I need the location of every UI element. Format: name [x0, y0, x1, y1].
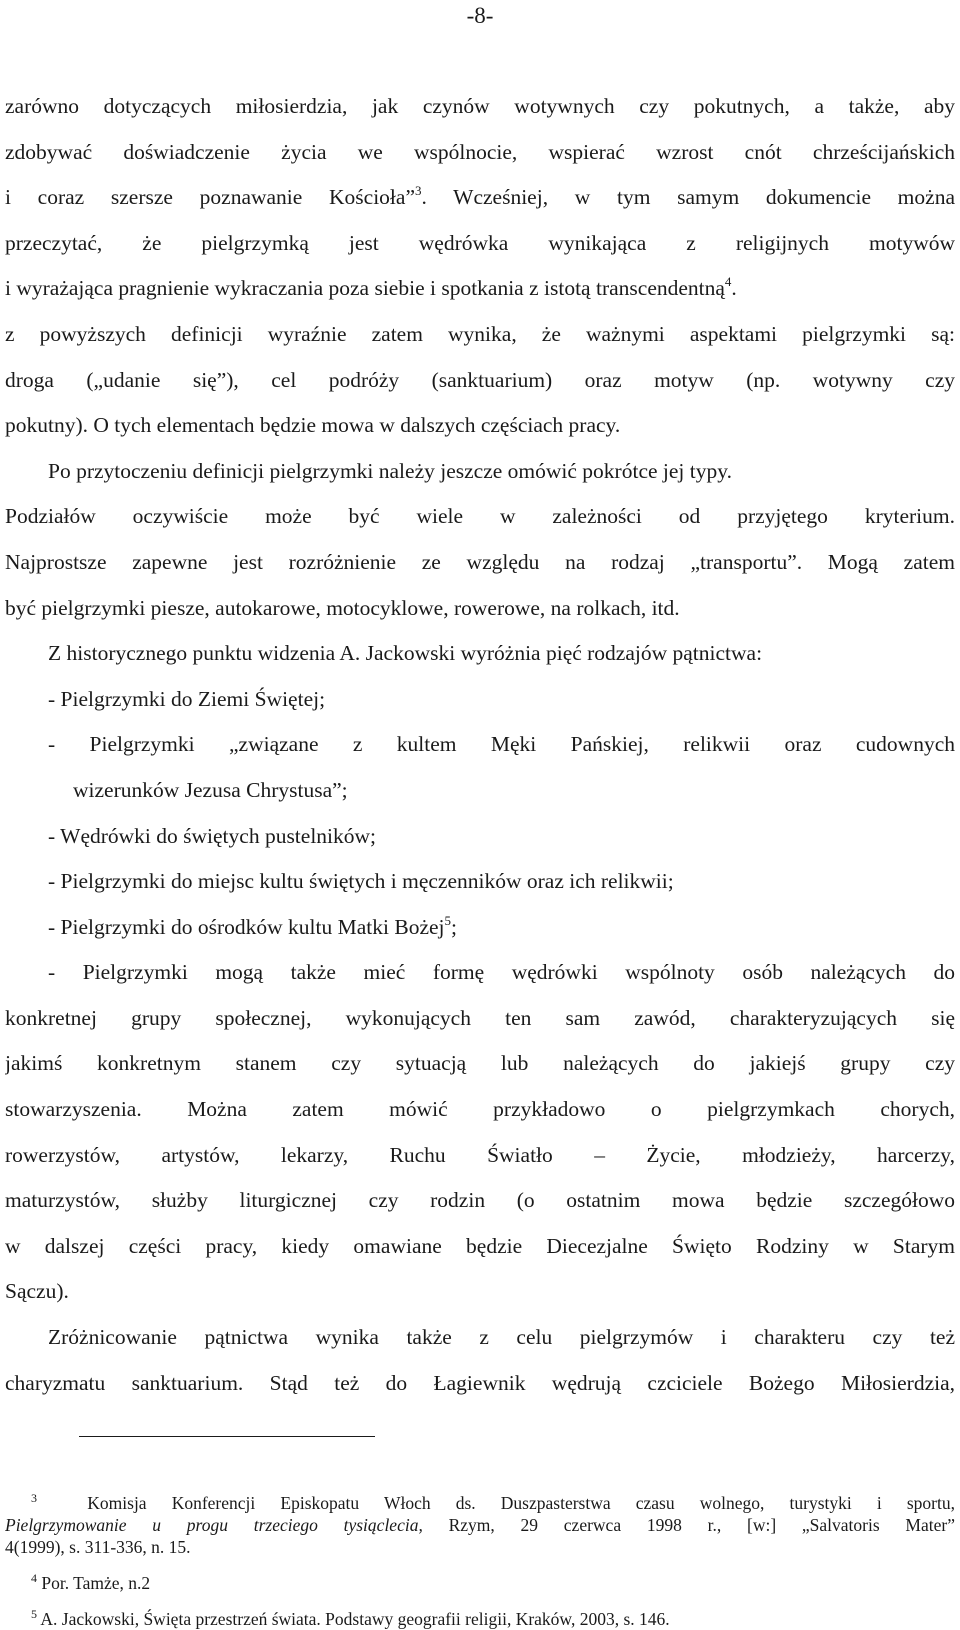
list-item: - Wędrówki do świętych pustelników;	[48, 823, 377, 848]
text-line: z powyższych definicji wyraźnie zatem wynika, że ważnymi aspektami pielgrzymki są:	[5, 321, 955, 346]
text-line: Z historycznego punktu widzenia A. Jackowski wyróżnia pięć rodzajów pątnictwa:	[48, 641, 763, 666]
text-line: Sączu).	[5, 1279, 69, 1304]
text-line: konkretnej grupy społecznej, wykonujących ten sam zawód, charakteryzujących się	[5, 1005, 955, 1030]
text-line: zdobywać doświadczenie życia we wspólnocie, wspierać wzrost cnót chrześcijańskich	[5, 139, 955, 164]
text-line: rowerzystów, artystów, lekarzy, Ruchu Światło – Życie, młodzieży, harcerzy,	[5, 1142, 955, 1167]
list-item: - Pielgrzymki mogą także mieć formę wędrówki wspólnoty osób należących do	[48, 960, 955, 985]
text-line: droga („udanie się”), cel podróży (sanktuarium) oraz motyw (np. wotywny czy	[5, 367, 955, 392]
text-line: Najprostsze zapewne jest rozróżnienie ze względu na rodzaj „transportu”. Mogą zatem	[5, 549, 955, 574]
text-line: zarówno dotyczących miłosierdzia, jak czynów wotywnych czy pokutnych, a także, aby	[5, 94, 955, 118]
list-item: - Pielgrzymki do ośrodków kultu Matki Bożej$^5$;	[48, 912, 457, 939]
text-line: Podziałów oczywiście może być wiele w zależności od przyjętego kryterium.	[5, 504, 955, 529]
footnote-4: $^4$ Por. Tamże, n.2	[31, 1572, 151, 1593]
text-line: stowarzyszenia. Można zatem mówić przykładowo o pielgrzymkach chorych,	[5, 1097, 955, 1122]
page-number: -8-	[466, 3, 494, 28]
list-item: - Pielgrzymki do miejsc kultu świętych i męczenników oraz ich relikwii;	[48, 869, 674, 894]
footnote-ref-5: 5	[444, 912, 452, 928]
body-text	[5, 84, 955, 1406]
text-line: i wyrażająca pragnienie wykraczania poza siebie i spotkania z istotą transcendentną$^4$.	[5, 274, 737, 301]
list-item: - Pielgrzymki do Ziemi Świętej;	[48, 686, 326, 711]
footnotes	[5, 1492, 955, 1630]
text-line: maturzystów, służby liturgicznej czy rodzin (o ostatnim mowa będzie szczegółowo	[5, 1188, 955, 1213]
text-line: w dalszej części pracy, kiedy omawiane będzie Diecezjalne Święto Rodziny w Starym	[5, 1233, 955, 1258]
text-line: charyzmatu sanktuarium. Stąd też do Łagiewnik wędrują czciciele Bożego Miłosierdzia,	[5, 1370, 955, 1395]
list-item-continuation: wizerunków Jezusa Chrystusa”;	[73, 777, 348, 802]
footnote-ref-4: 4	[724, 274, 732, 290]
text-line: przeczytać, że pielgrzymką jest wędrówka wynikająca z religijnych motywów	[5, 230, 955, 255]
footnote-separator	[79, 1436, 375, 1437]
text-line: jakimś konkretnym stanem czy sytuacją lub należących do jakiejś grupy czy	[5, 1051, 955, 1076]
text-line: i coraz szersze poznawanie Kościoła”$^3$. Wcześniej, w tym samym dokumencie można	[5, 183, 955, 210]
footnote-3-title: Pielgrzymowanie u progu trzeciego tysiąclecia,	[5, 1515, 423, 1535]
footnote-3-continuation: 4(1999), s. 311-336, n. 15.	[5, 1537, 191, 1557]
text-line: Po przytoczeniu definicji pielgrzymki należy jeszcze omówić pokrótce jej typy.	[48, 458, 732, 483]
text-line: być pielgrzymki piesze, autokarowe, motocyklowe, rowerowe, na rolkach, itd.	[5, 595, 680, 620]
list-item: - Pielgrzymki „związane z kultem Męki Pańskiej, relikwii oraz cudownych	[48, 732, 955, 757]
text-line: pokutny). O tych elementach będzie mowa w dalszych częściach pracy.	[5, 413, 621, 438]
footnote-3-continuation: Pielgrzymowanie u progu trzeciego tysiąclecia, Rzym, 29 czerwca 1998 r., [w:] „Salvatoris Mater”	[5, 1515, 955, 1535]
footnote-ref-3: 3	[414, 183, 422, 199]
footnote-5: $^5$ A. Jackowski, Święta przestrzeń świata. Podstawy geografii religii, Kraków, 2003, s. 146.	[31, 1608, 670, 1629]
text-line: Zróżnicowanie pątnictwa wynika także z celu pielgrzymów i charakteru czy też	[48, 1325, 955, 1350]
footnote-3: $^3$ Komisja Konferencji Episkopatu Włoch ds. Duszpasterstwa czasu wolnego, turystyki i sportu,	[31, 1492, 955, 1513]
